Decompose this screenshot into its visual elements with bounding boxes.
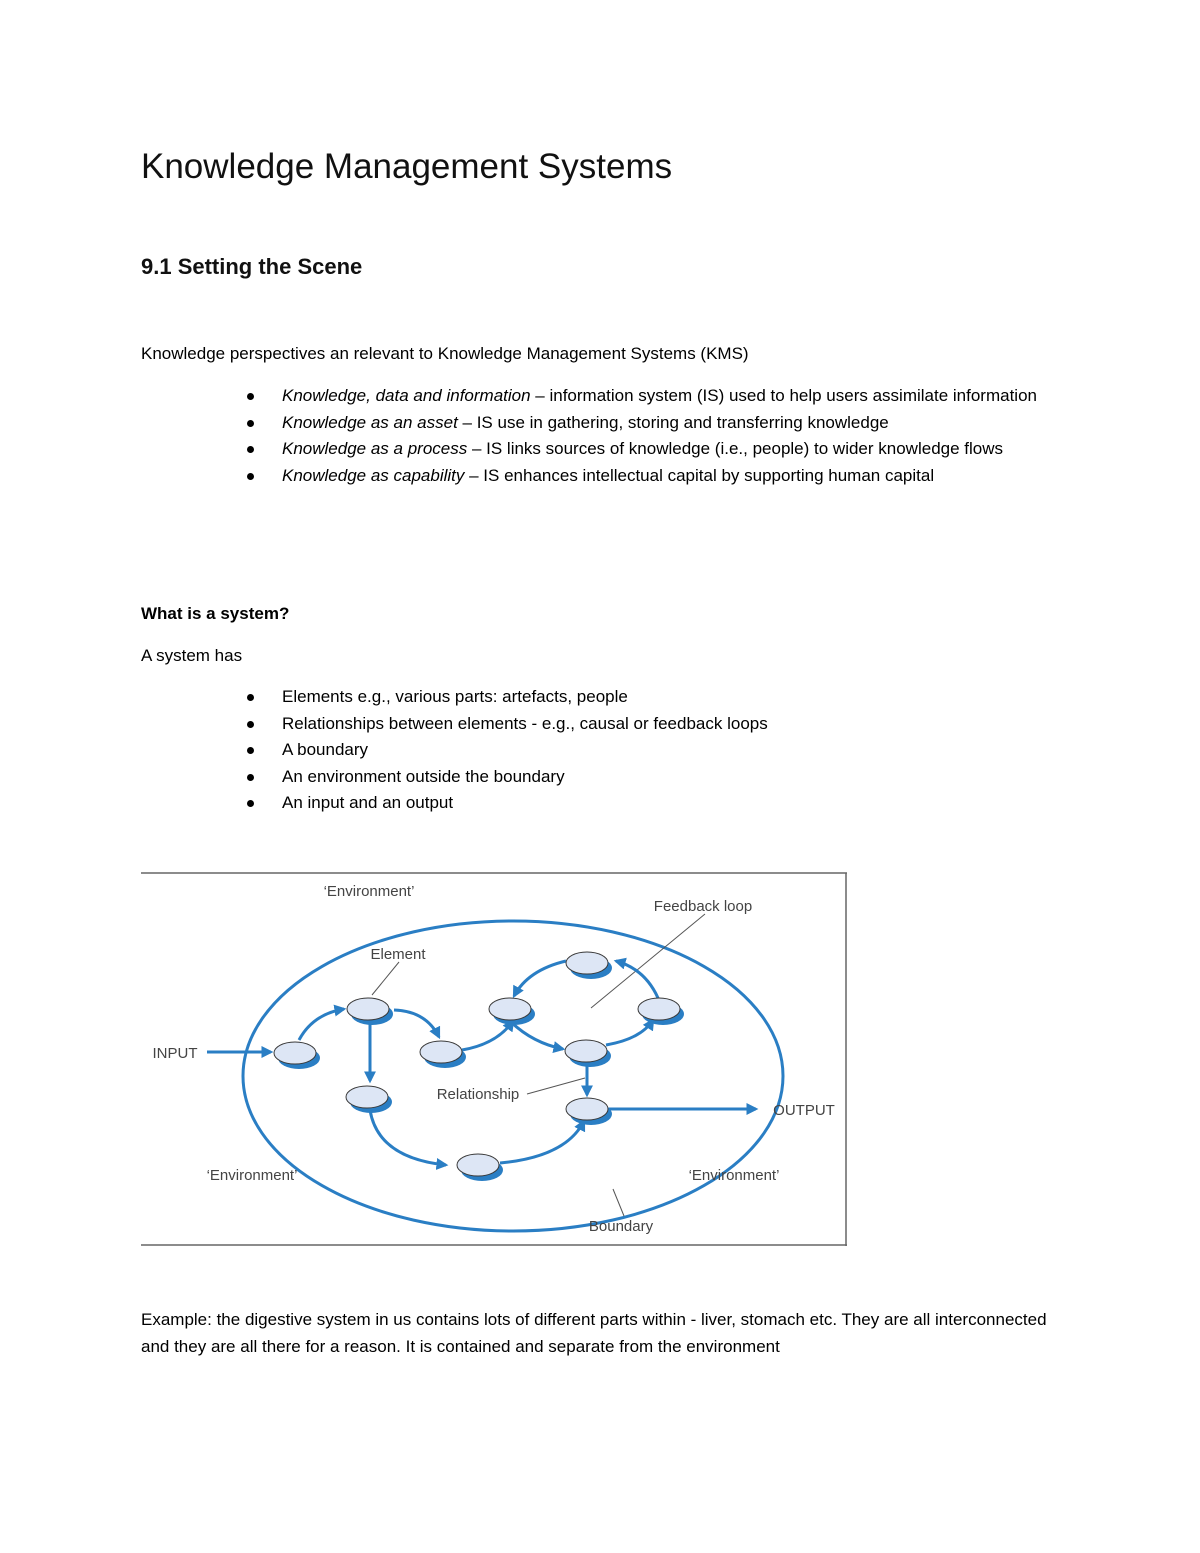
list-item: Relationships between elements - e.g., causal or feedback loops [282, 711, 1082, 738]
env-left-label: ‘Environment’ [206, 1167, 298, 1184]
relationship-arrow [462, 1021, 513, 1050]
relationship-arrow [394, 1010, 439, 1037]
term: Knowledge as a process [282, 439, 468, 458]
page-title: Knowledge Management Systems [141, 147, 673, 186]
feedback-loop-label: Feedback loop [653, 898, 753, 915]
output-label: OUTPUT [773, 1102, 835, 1119]
list-item: Elements e.g., various parts: artefacts, people [282, 684, 1082, 711]
boundary-label: Boundary [588, 1218, 654, 1235]
system-diagram-svg [141, 872, 847, 1246]
description: – IS use in gathering, storing and transferring knowledge [457, 412, 889, 432]
relationship-pointer [527, 1078, 585, 1094]
env-right-label: ‘Environment’ [688, 1167, 780, 1184]
term: Knowledge, data and information [282, 386, 531, 405]
list-item [282, 383, 1082, 410]
description: – information system (IS) used to help users assimilate information [530, 386, 1037, 405]
relationship-arrow [606, 1020, 653, 1045]
relationship-arrow [511, 1022, 563, 1049]
list-item: A boundary [282, 737, 1082, 764]
system-list [282, 684, 1082, 817]
boundary-ellipse [243, 921, 783, 1231]
element-nodes [274, 952, 684, 1181]
relationship-arrow [370, 1110, 446, 1165]
element-node [565, 1040, 611, 1067]
relationship-label: Relationship [436, 1086, 520, 1103]
description: – IS enhances intellectual capital by supporting human capital [464, 465, 935, 485]
element-node [346, 1086, 392, 1113]
description: – IS links sources of knowledge (i.e., people) to wider knowledge flows [467, 439, 1004, 458]
list-item: An environment outside the boundary [282, 764, 1082, 791]
term: Knowledge as capability [282, 465, 465, 485]
element-node [274, 1042, 320, 1069]
element-node [566, 952, 612, 979]
relationship-arrow [500, 1121, 584, 1163]
element-node [489, 998, 535, 1025]
term: Knowledge as an asset [282, 412, 458, 432]
system-intro: A system has [141, 646, 243, 665]
relationship-arrow [616, 961, 658, 998]
example-paragraph: Example: the digestive system in us contains lots of different parts within - liver, stomach etc. They are all interconnected and they are all there for a reason. It is contained and separate from the environment [141, 1310, 1047, 1356]
element-node [638, 998, 684, 1025]
element-node [457, 1154, 503, 1181]
element-node [420, 1041, 466, 1068]
element-label: Element [370, 946, 426, 963]
section-heading: 9.1 Setting the Scene [141, 254, 363, 279]
input-label: INPUT [152, 1045, 198, 1062]
element-node [347, 998, 393, 1025]
relationship-arrow [299, 1009, 344, 1040]
list-item [282, 410, 1082, 437]
boundary-pointer [613, 1189, 624, 1216]
intro-paragraph: Knowledge perspectives an relevant to Knowledge Management Systems (KMS) [141, 344, 749, 363]
system-diagram [141, 872, 847, 1246]
list-item [282, 463, 1082, 490]
system-heading: What is a system? [141, 604, 290, 623]
list-item: An input and an output [282, 790, 1082, 817]
relationship-arrow [514, 961, 566, 996]
list-item [282, 436, 1082, 463]
perspectives-list [282, 383, 1082, 489]
env-top-label: ‘Environment’ [323, 883, 415, 900]
element-pointer [372, 962, 399, 995]
element-node [566, 1098, 612, 1125]
